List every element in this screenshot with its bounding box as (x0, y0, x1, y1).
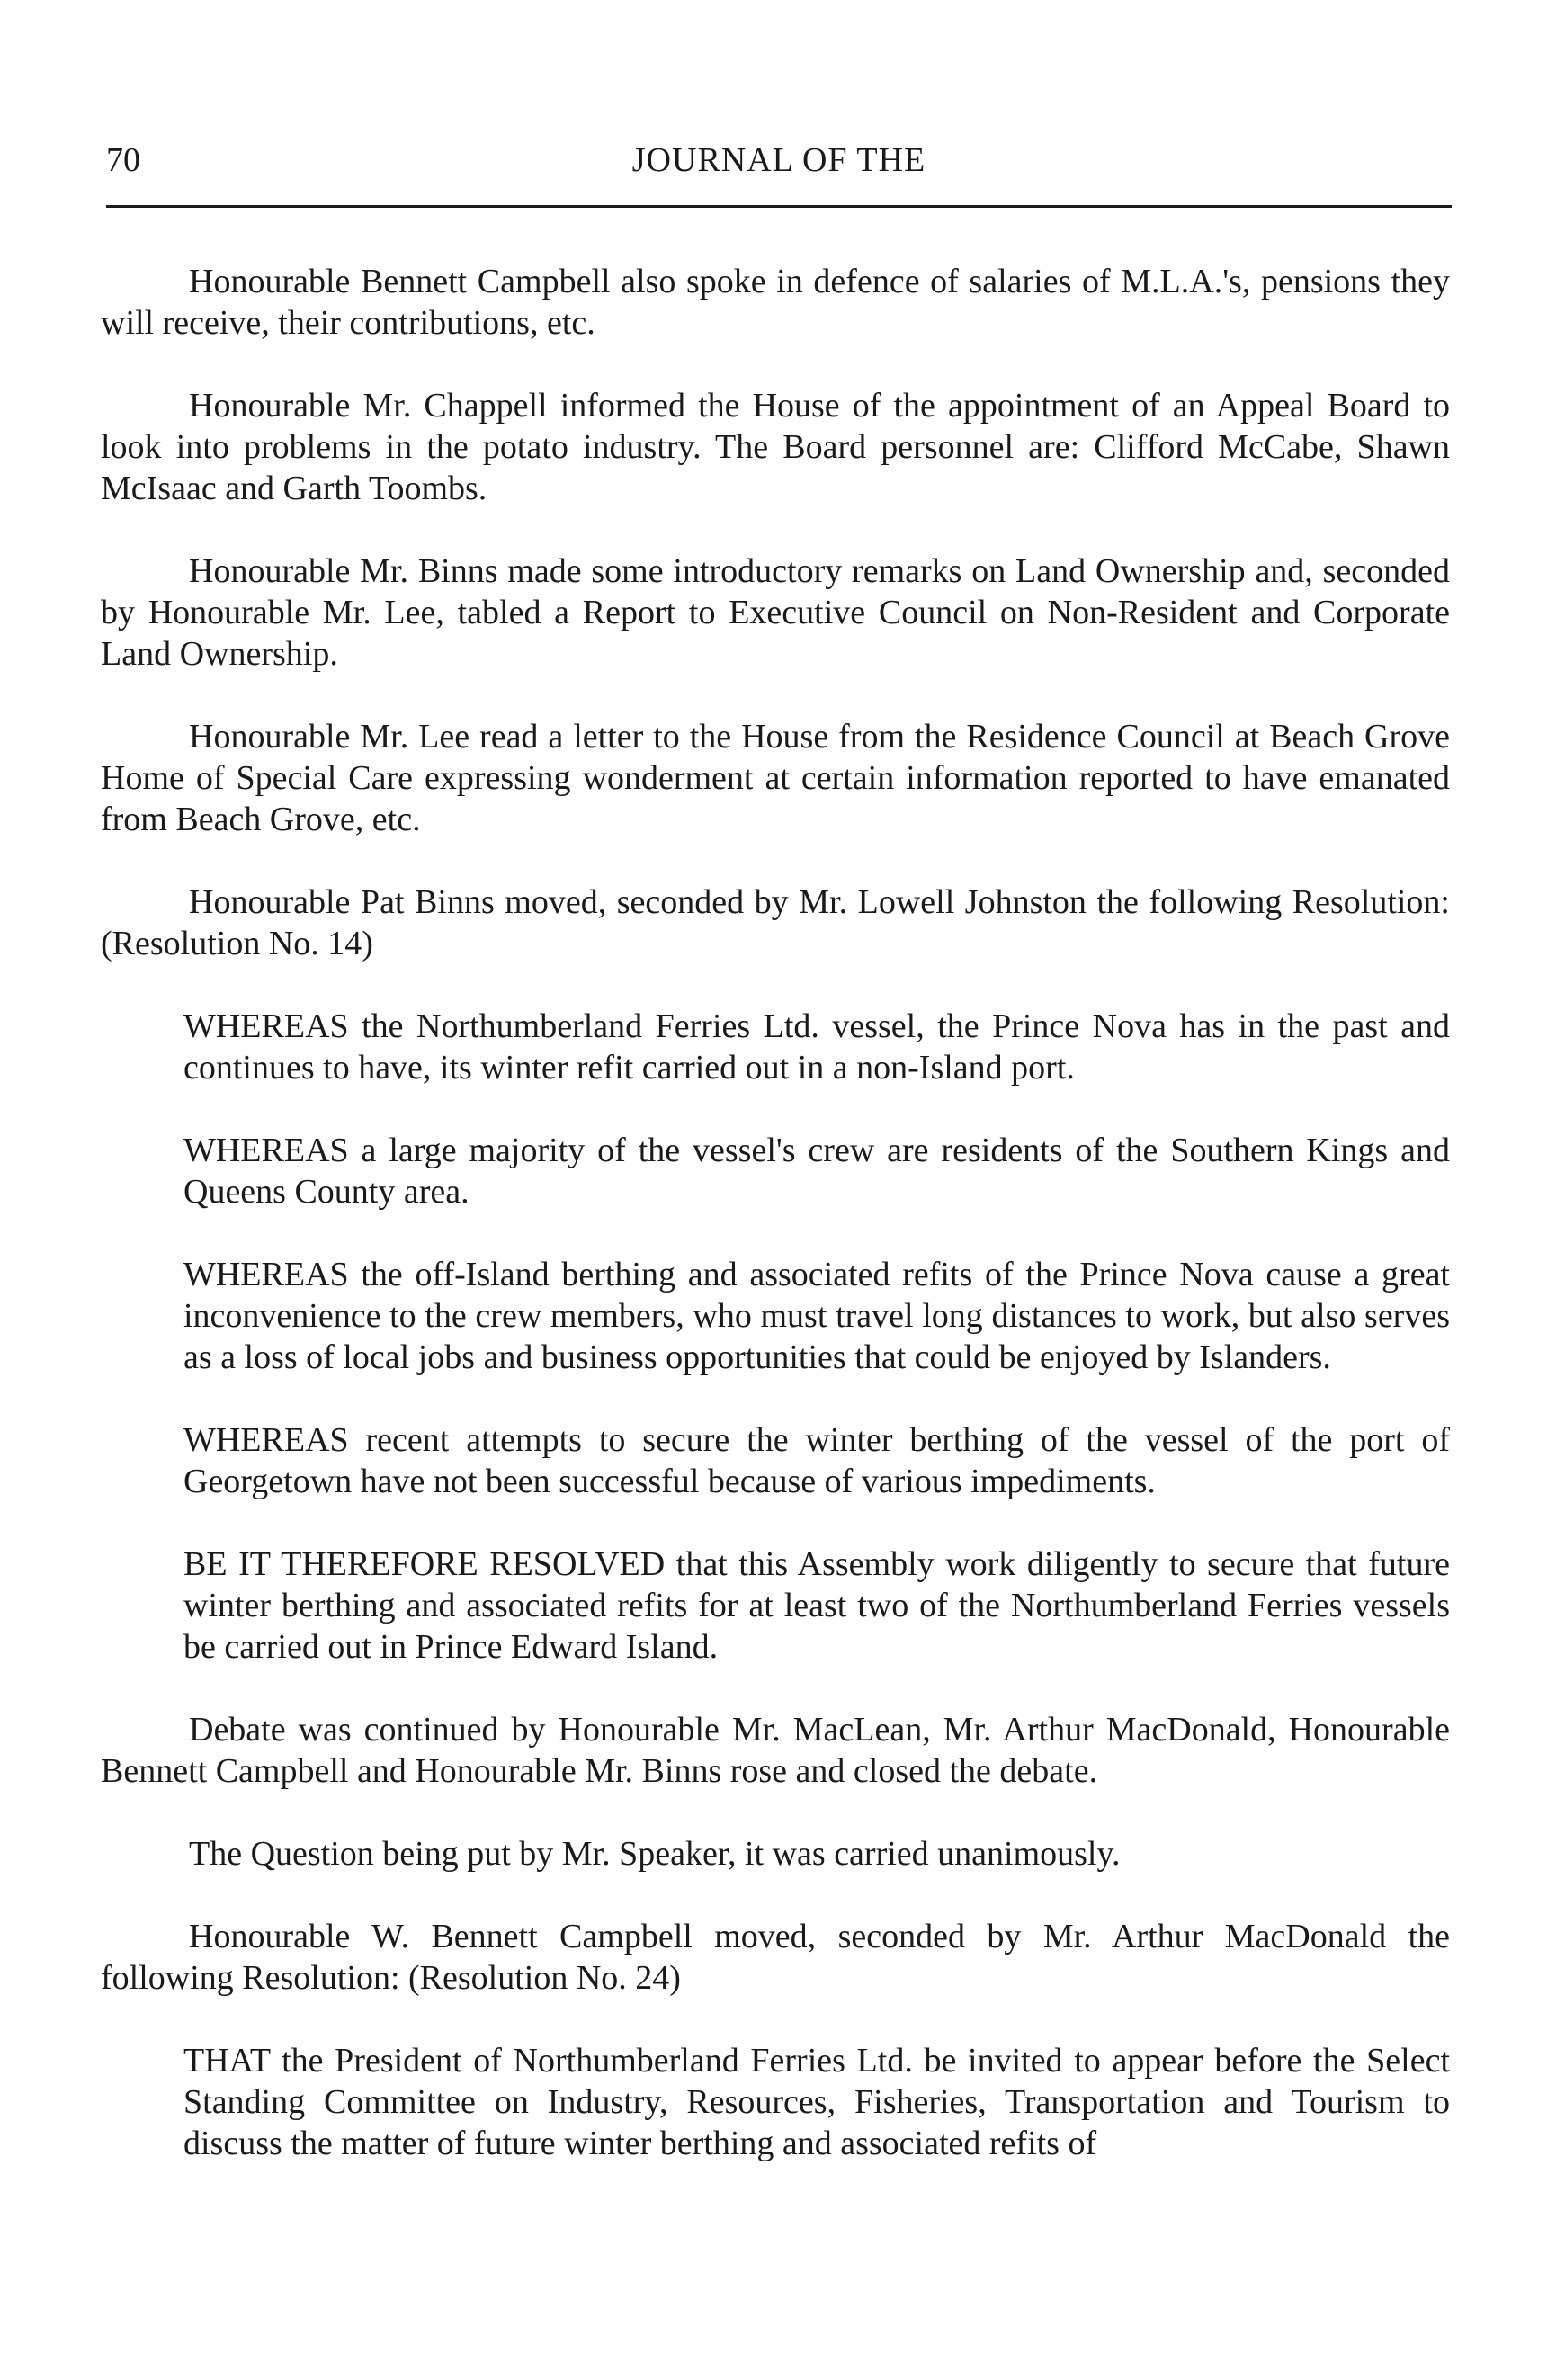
paragraph-question-carried: The Question being put by Mr. Speaker, it was carried unanimously. (189, 1835, 1121, 1873)
resolution-clause-4: WHEREAS recent attempts to secure the winter berthing of the vessel of the port of Georgetown have not been successful because of various impediments. (183, 1421, 1450, 1500)
resolution-24-clause: THAT the President of Northumberland Ferries Ltd. be invited to appear before the Select Standing Committee on Industry, Resources, Fisheries, Transportation and Tourism to discuss the matter of future winter berthing and associated refits of (183, 2042, 1450, 2162)
running-title: JOURNAL OF THE (631, 141, 926, 179)
paragraph-campbell-salaries: Honourable Bennett Campbell also spoke in defence of salaries of M.L.A.'s, pensions they will receive, their contributions, etc. (101, 263, 1450, 342)
resolution-clause-1: WHEREAS the Northumberland Ferries Ltd. vessel, the Prince Nova has in the past and continues to have, its winter refit carried out in a non-Island port. (183, 1007, 1450, 1087)
paragraph-motion-resolution-24: Honourable W. Bennett Campbell moved, seconded by Mr. Arthur MacDonald the following Resolution: (Resolution No. 24) (101, 1918, 1450, 1997)
page-header (106, 137, 1452, 191)
paragraph-debate: Debate was continued by Honourable Mr. MacLean, Mr. Arthur MacDonald, Honourable Bennett Campbell and Honourable Mr. Binns rose and closed the debate. (101, 1711, 1450, 1790)
body-text (101, 261, 1450, 2164)
resolution-resolved-clause: BE IT THEREFORE RESOLVED that this Assembly work diligently to secure that future winter berthing and associated refits for at least two of the Northumberland Ferries vessels be carried out in Prince Edward Island. (183, 1545, 1450, 1666)
header-rule (106, 205, 1452, 208)
resolution-clause-3: WHEREAS the off-Island berthing and associated refits of the Prince Nova cause a great inconvenience to the crew members, who must travel long distances to work, but also serves as a loss of local jobs and business opportunities that could be enjoyed by Islanders. (183, 1256, 1450, 1376)
paragraph-land-ownership: Honourable Mr. Binns made some introductory remarks on Land Ownership and, seconded by Honourable Mr. Lee, tabled a Report to Executive Council on Non-Resident and Corporate Land Ownership. (101, 552, 1450, 673)
paragraph-motion-resolution-14: Honourable Pat Binns moved, seconded by Mr. Lowell Johnston the following Resolution: (Resolution No. 14) (101, 883, 1450, 962)
resolution-clause-2: WHEREAS a large majority of the vessel's crew are residents of the Southern Kings and Queens County area. (183, 1132, 1450, 1211)
paragraph-beach-grove-letter: Honourable Mr. Lee read a letter to the House from the Residence Council at Beach Grove Home of Special Care expressing wonderment at certain information reported to have emanated from Beach Grove, etc. (101, 718, 1450, 838)
paragraph-appeal-board: Honourable Mr. Chappell informed the House of the appointment of an Appeal Board to look into problems in the potato industry. The Board personnel are: Clifford McCabe, Shawn McIsaac and Garth Toombs. (101, 387, 1450, 507)
page-number: 70 (106, 141, 140, 179)
